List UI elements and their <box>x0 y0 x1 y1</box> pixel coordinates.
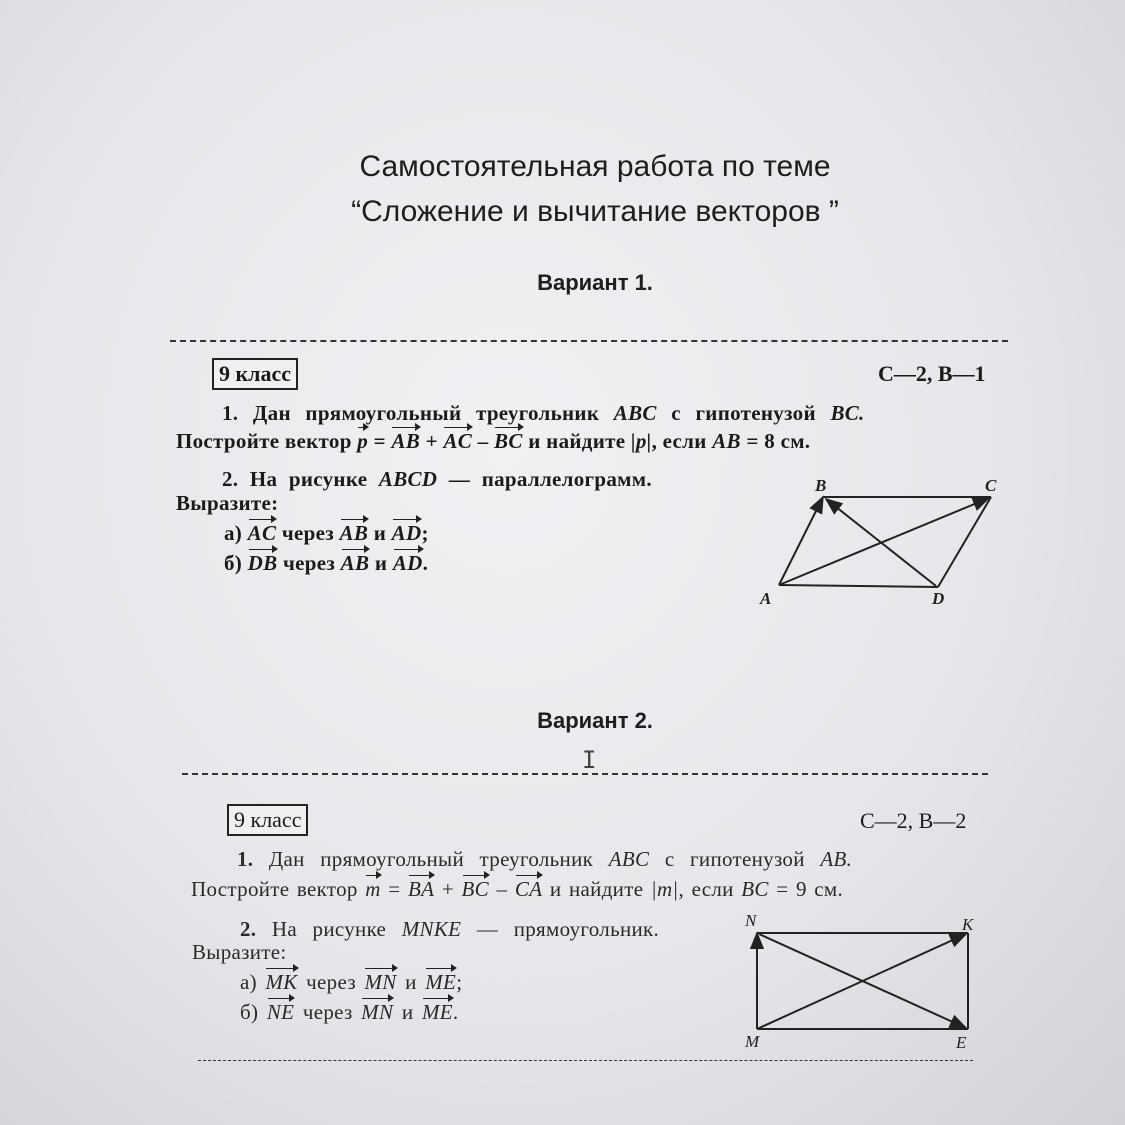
v1-problem2-line1 <box>222 467 652 492</box>
page-title-line2: “Сложение и вычитание векторов ” <box>351 195 839 228</box>
divider-top-v1 <box>170 340 1008 342</box>
v1-a-vec1: AB <box>339 521 369 545</box>
v1-p1-hyp: BC. <box>830 401 865 425</box>
v1-find: и найдите <box>528 429 626 453</box>
v2-problem1-line1 <box>237 847 852 872</box>
code-v2: С—2, В—2 <box>860 808 967 833</box>
variant1-title: Вариант 1. <box>537 270 653 295</box>
v1-p1-tri: ABC <box>613 401 657 425</box>
v2-p1-build: Постройте вектор <box>191 877 358 901</box>
v2-a-vec: MK <box>265 970 298 994</box>
variant2-title: Вариант 2. <box>537 708 653 733</box>
v1-b-label: б) <box>224 551 243 575</box>
v2-p1-hyp: AB. <box>820 847 853 871</box>
v2-p1-tri: ABC <box>608 847 650 871</box>
v2-b-label: б) <box>240 1000 259 1024</box>
v2-bc: BC <box>741 877 769 901</box>
side-cd <box>938 497 991 587</box>
v1-p2-fig: ABCD <box>378 467 438 491</box>
code-v1: С—2, В—1 <box>878 361 986 386</box>
divider-top-v2 <box>182 773 988 775</box>
v2-b-and: и <box>401 1000 414 1024</box>
v1-a-via: через <box>281 521 334 545</box>
v1-vec-ab: AB <box>391 429 421 453</box>
diagonal-ne <box>759 934 966 1028</box>
v2-problem2-line1 <box>240 917 659 942</box>
v2-problem1-line2 <box>191 877 843 902</box>
label-d: D <box>932 589 945 608</box>
v1-p1-num: 1. <box>222 401 239 425</box>
v1-p1-with: с гипотенузой <box>671 401 816 425</box>
diagonal-ac <box>779 498 989 585</box>
label-c: C <box>985 476 997 495</box>
v1-b-via: через <box>283 551 336 575</box>
v1-abs-p: |p| <box>630 429 652 453</box>
v2-eq: = <box>388 877 401 901</box>
v1-part-a <box>224 521 429 546</box>
v2-a-and: и <box>405 970 417 994</box>
grade-box-v1: 9 класс <box>212 358 298 390</box>
v1-eq: = <box>373 429 386 453</box>
label-a: A <box>760 589 772 608</box>
v1-a-and: и <box>373 521 387 545</box>
label-k: K <box>962 915 974 934</box>
v1-vec-bc: BC <box>494 429 523 453</box>
v1-a-end: ; <box>421 521 429 545</box>
diagonal-mk <box>757 934 966 1029</box>
v1-b-vec2: AD <box>392 551 423 575</box>
v1-ab: AB <box>712 429 741 453</box>
v1-minus: – <box>477 429 489 453</box>
v1-p2-rest: — параллелограмм. <box>448 467 652 491</box>
v2-find: и найдите <box>549 877 644 901</box>
v2-part-b <box>240 1000 458 1025</box>
v1-b-vec: DB <box>247 551 278 575</box>
v2-p2-rest: — прямоугольник. <box>476 917 660 941</box>
v1-p1-text: Дан прямоугольный треугольник <box>252 401 600 425</box>
label-n: N <box>745 911 757 930</box>
v1-vec-ac: AC <box>443 429 473 453</box>
v2-a-vec1: MN <box>364 970 397 994</box>
v2-b-vec: NE <box>266 1000 295 1024</box>
v1-b-and: и <box>374 551 388 575</box>
v1-problem1-line1 <box>222 401 865 426</box>
v2-vec-bc: BC <box>461 877 489 901</box>
v2-abs-m: |m| <box>650 877 679 901</box>
v1-a-label: а) <box>224 521 243 545</box>
label-b: B <box>815 476 827 495</box>
v2-a-end: ; <box>456 970 463 994</box>
v2-b-end: . <box>452 1000 459 1024</box>
v1-if: , если <box>651 429 707 453</box>
v1-p1-build: Постройте вектор <box>176 429 352 453</box>
v2-if: , если <box>678 877 734 901</box>
v2-vec-ba: BA <box>407 877 435 901</box>
v1-val: = 8 см. <box>746 429 811 453</box>
v2-express: Выразите: <box>192 940 287 964</box>
v1-b-vec1: AB <box>340 551 370 575</box>
v2-a-vec2: ME <box>425 970 457 994</box>
v1-a-vec: AC <box>247 521 277 545</box>
v2-p1-with: с гипотенузой <box>664 847 805 871</box>
v2-p1-text: Дан прямоугольный треугольник <box>268 847 594 871</box>
v1-part-b <box>224 551 428 576</box>
v2-part-a <box>240 970 462 995</box>
v2-p2-fig: MNKE <box>401 917 462 941</box>
v2-p1-num: 1. <box>237 847 254 871</box>
v2-b-vec1: MN <box>361 1000 394 1024</box>
v2-b-vec2: ME <box>421 1000 453 1024</box>
v2-vec-ca: CA <box>514 877 543 901</box>
v1-vec-p: p <box>357 429 369 453</box>
diagonal-db <box>826 499 936 586</box>
side-da <box>779 585 938 587</box>
v1-p2-text: На рисунке <box>249 467 368 491</box>
text-cursor-icon: I <box>582 746 597 774</box>
v2-plus: + <box>441 877 454 901</box>
v2-a-via: через <box>306 970 356 994</box>
v1-plus: + <box>425 429 438 453</box>
v2-b-via: через <box>302 1000 353 1024</box>
v1-express: Выразите: <box>176 491 279 515</box>
v1-b-end: . <box>422 551 429 575</box>
label-e: E <box>956 1033 967 1052</box>
v2-minus: – <box>496 877 508 901</box>
label-m: M <box>745 1032 760 1051</box>
v2-p2-text: На рисунке <box>271 917 387 941</box>
side-ab <box>779 497 823 585</box>
v2-val: = 9 см. <box>776 877 844 901</box>
v2-a-label: а) <box>240 970 257 994</box>
divider-bottom-v2 <box>198 1060 973 1061</box>
v1-a-vec2: AD <box>391 521 422 545</box>
grade-box-v2: 9 класс <box>227 804 308 836</box>
v1-p2-num: 2. <box>222 467 239 491</box>
page-title-line1: Самостоятельная работа по теме <box>359 150 831 183</box>
v2-vec-m: m <box>365 877 381 901</box>
v1-problem1-line2 <box>176 429 810 454</box>
v2-p2-num: 2. <box>240 917 257 941</box>
